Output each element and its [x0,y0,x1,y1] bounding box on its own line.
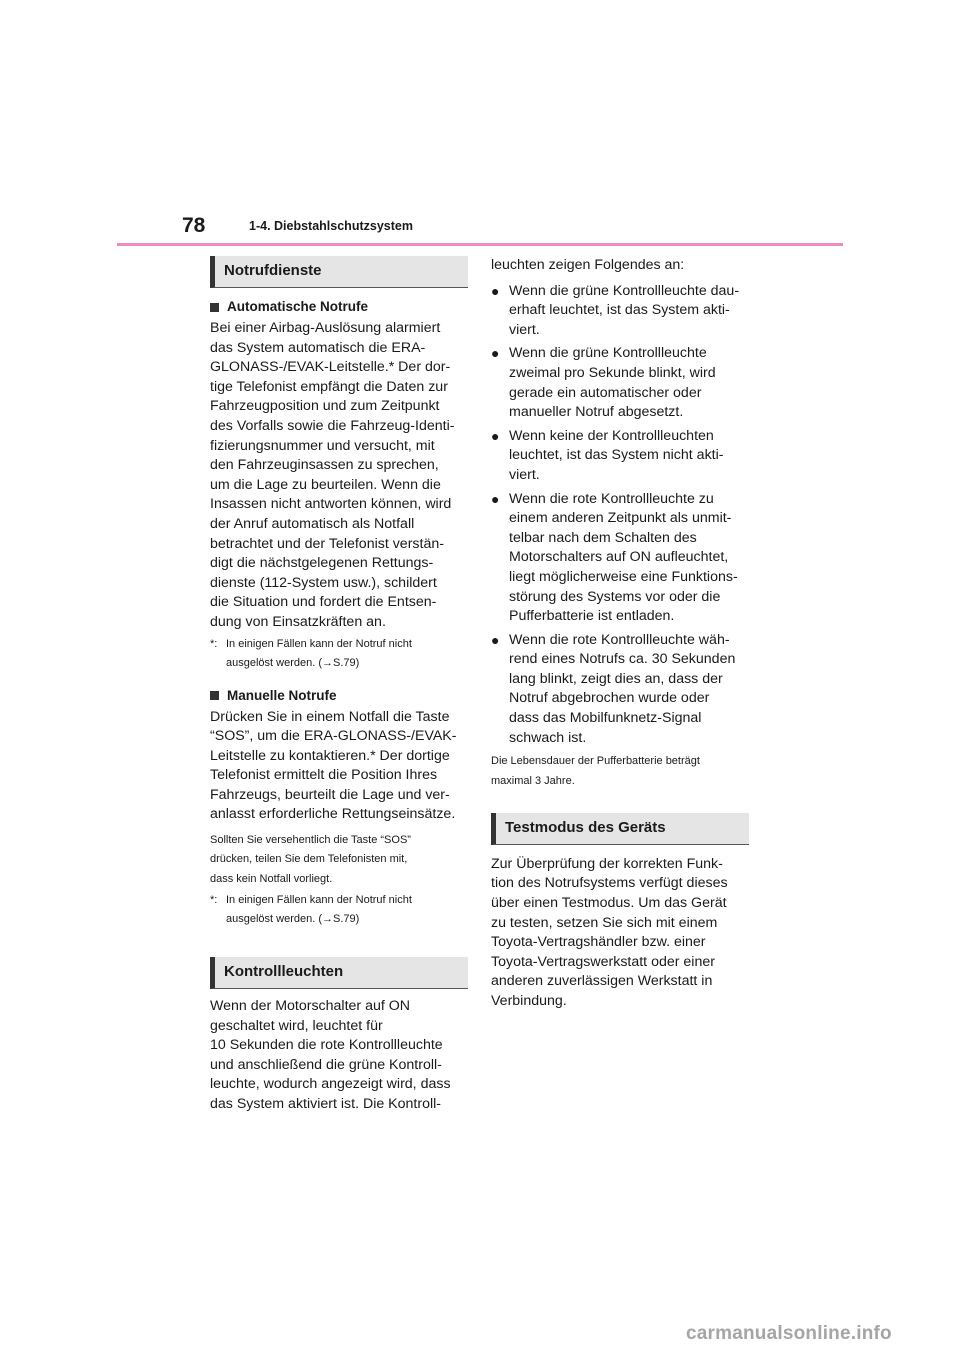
right-column [491,256,749,1012]
list-item [491,344,749,422]
list-item-text: Wenn die rote Kontrollleuchte zu einem anderen Zeitpunkt als unmit- telbar nach dem Schalten des Motorschalters auf ON aufleuchtet, liegt möglicherweise eine Funktions- störung des Systems vor oder die Pufferbatterie ist entladen. [509,490,738,625]
paragraph-testmodus: Zur Überprüfung der korrekten Funk- tion des Notrufsystems verfügt dieses über einen Testmodus. Um das Gerät zu testen, setzen Sie sich mit einem Toyota-Vertragshändler bzw. einer Toyota-Vertragswerkstatt oder einer anderen zuverlässigen Werkstatt in Verbindung. [491,855,728,1009]
section-title: 1-4. Diebstahlschutzsystem [249,219,413,233]
header-divider [117,243,843,246]
list-item-text: Wenn die rote Kontrollleuchte wäh- rend eines Notrufs ca. 30 Sekunden lang blinkt, zeigt dies an, dass der Notruf abgebrochen wurde oder dass das Mobilfunknetz-Signal schwach ist. [509,631,736,746]
subheading-automatic [210,298,468,316]
subheading-label: Manuelle Notrufe [227,687,337,703]
paragraph-kontrollleuchten: Wenn der Motorschalter auf ON geschaltet wird, leuchtet für 10 Sekunden die rote Kontrollleuchte und anschließend die grüne Kontroll- leuchte, wodurch angezeigt wird, dass das System aktiviert ist. Die Kontroll- [210,997,451,1112]
left-column [210,256,468,1115]
paragraph-manual: Drücken Sie in einem Notfall die Taste “SOS”, um die ERA-GLONASS-/EVAK- Leitstelle zu kontaktieren.* Der dortige Telefonist ermittelt die Position Ihres Fahrzeugs, beurteilt die Lage und ver- anlasst erforderliche Rettungseinsätze. [210,708,457,823]
bullet-dot-icon: ● [491,631,500,648]
list-item-text: Wenn keine der Kontrollleuchten leuchtet, ist das System nicht akti- viert. [509,427,724,483]
list-item [491,490,749,627]
bullet-dot-icon: ● [491,427,500,444]
list-item-text: Wenn die grüne Kontrollleuchte dau- erhaft leuchtet, ist das System akti- viert. [509,282,740,338]
footnote [210,891,468,929]
square-bullet-icon [210,691,219,700]
section-box-notrufdienste: Notrufdienste [210,256,468,288]
paragraph-intro: leuchten zeigen Folgendes an: [491,257,685,273]
section-box-kontrollleuchten: Kontrollleuchten [210,957,468,989]
square-bullet-icon [210,303,219,312]
list-item [491,427,749,486]
list-item [491,282,749,341]
footnote [210,635,468,673]
list-item [491,631,749,749]
bullet-dot-icon: ● [491,345,500,362]
bullet-dot-icon: ● [491,490,500,507]
bullet-list [491,282,749,749]
footnote-text: In einigen Fällen kann der Notruf nicht ausgelöst werden. (→S.79) [226,637,412,669]
paragraph-automatic: Bei einer Airbag-Auslösung alarmiert das System automatisch die ERA- GLONASS-/EVAK-Leitstelle.* Der dor- tige Telefonist empfängt die Daten zur Fahrzeugposition und zum Zeitpunkt des Vorfalls sowie die Fahrzeug-Identi- fizierungsnummer und versucht, mit den Fahrzeuginsassen zu sprechen, um die Lage zu beurteilen. Wenn die Insassen nicht antworten können, wird der Anruf automatisch als Notfall betrachtet und der Telefonist verstän- digt die nächstgelegenen Rettungs- dienste (112-System usw.), schildert die Situation und fordert die Entsen- dung von Einsatzkräften an. [210,320,455,630]
watermark: carmanualsonline.info [686,1323,892,1344]
section-box-testmodus: Testmodus des Geräts [491,813,749,845]
small-note: Die Lebensdauer der Pufferbatterie beträgt maximal 3 Jahre. [491,755,700,787]
bullet-dot-icon: ● [491,282,500,299]
small-note: Sollten Sie versehentlich die Taste “SOS” drücken, teilen Sie dem Telefonisten mit, dass kein Notfall vorliegt. [210,834,411,885]
footnote-mark: *: [210,637,218,650]
footnote-mark: *: [210,893,218,906]
footnote-text: In einigen Fällen kann der Notruf nicht ausgelöst werden. (→S.79) [226,893,412,925]
list-item-text: Wenn die grüne Kontrollleuchte zweimal pro Sekunde blinkt, wird gerade ein automatischer oder manueller Notruf abgesetzt. [509,345,716,421]
subheading-manual [210,687,468,705]
page-number: 78 [182,214,206,237]
subheading-label: Automatische Notrufe [227,299,369,314]
